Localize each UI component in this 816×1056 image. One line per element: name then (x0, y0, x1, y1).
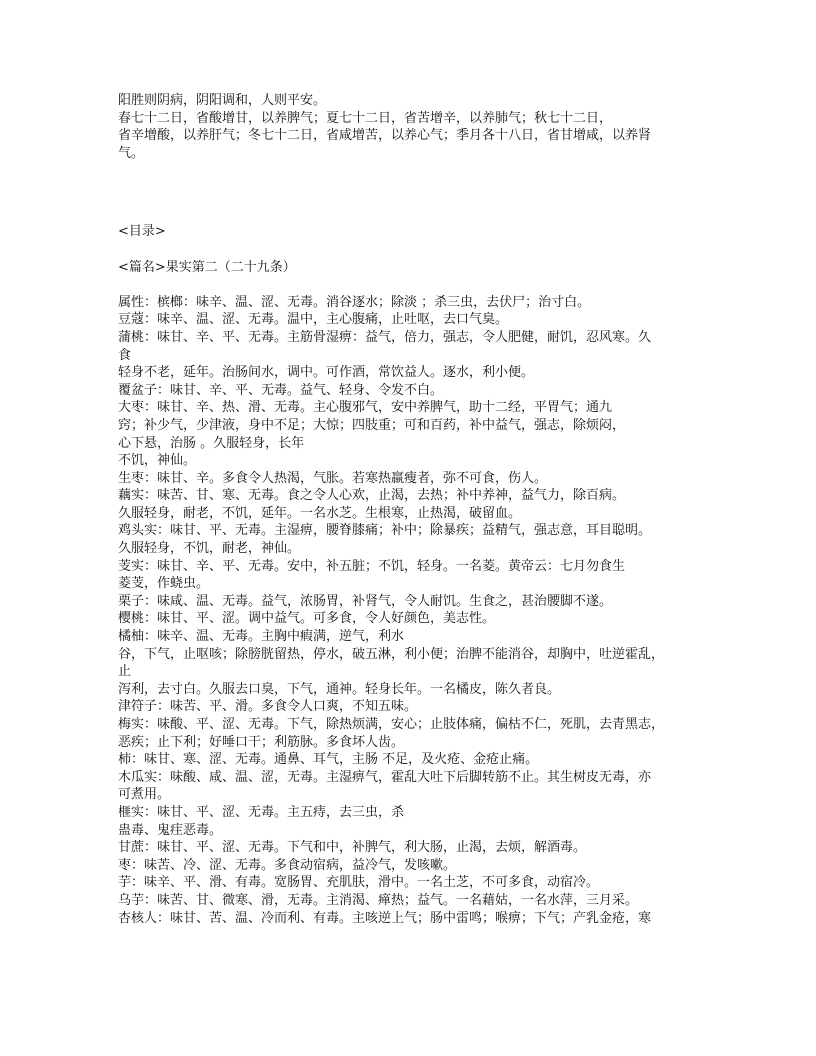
text-line: 榧实：味甘、平、涩、无毒。主五痔，去三虫，杀 (118, 804, 405, 820)
text-line: 属性：槟榔：味辛、温、涩、无毒。消谷逐水；除淡 ；杀三虫，去伏尸；治寸白。 (118, 294, 591, 310)
text-line: 鸡头实：味甘、平、无毒。主湿痹，腰脊膝痛；补中；除暴疾；益精气，强志意，耳目聪明。 (118, 523, 652, 539)
text-line: 豆蔻：味辛、温、涩、无毒。温中，主心腹痛，止吐呕，去口气臭。 (118, 312, 509, 328)
text-line: 蛊毒、鬼疰恶毒。 (118, 822, 223, 838)
text-line: 省辛增酸，以养肝气；冬七十二日，省咸增苦，以养心气；季月各十八日，省甘增咸，以养肾 (118, 128, 652, 144)
text-line: 木瓜实：味酸、咸、温、涩，无毒。主湿痹气，霍乱大吐下后脚转筋不止。其生树皮无毒，亦 (118, 769, 652, 785)
text-line: 芋：味辛、平、滑、有毒。宽肠胃、充肌肤，滑中。一名土芝，不可多食，动宿冷。 (118, 875, 600, 891)
text-line: 阳胜则阴病，阴阳调和，人则平安。 (118, 93, 327, 108)
text-line: 食 (118, 347, 132, 363)
text-line: 久服轻身，不饥，耐老，神仙。 (118, 541, 301, 557)
text-line: 蒲桃：味甘、辛、平、无毒。主筋骨湿痹：益气，倍力，强志，令人肥健，耐饥，忍风寒。久 (118, 329, 652, 345)
text-line: 梅实：味酸、平、涩、无毒。下气，除热烦满，安心；止肢体痛，偏枯不仁，死肌，去青黑志， (118, 717, 665, 732)
text-line: 谷，下气，止呕咳；除膀胱留热，停水，破五淋，利小便；治脾不能消谷，却胸中，吐逆霍乱， (118, 646, 665, 662)
chapter-title: <篇名>果实第二（二十九条） (118, 259, 296, 275)
text-line: 气。 (118, 145, 145, 161)
text-line: 菱芰，作蛲虫。 (118, 576, 210, 592)
text-line: 止 (118, 664, 132, 680)
text-line: 栗子：味咸、温、无毒。益气，浓肠胃，补肾气，令人耐饥。生食之，甚治腰脚不遂。 (118, 593, 613, 609)
text-line: 津符子：味苦、平、滑。多食令人口爽，不知五味。 (118, 699, 418, 715)
intro-paragraph (118, 92, 708, 162)
text-line: 藕实：味苦、甘、寒、无毒。食之令人心欢，止渴，去热；补中养神，益气力，除百病。 (118, 488, 626, 504)
toc-label: <目录> (118, 224, 166, 240)
text-line: 乌芋：味苦、甘、微寒、滑，无毒。主消渴、瘅热；益气。一名藉姑，一名水萍，三月采。 (118, 892, 639, 908)
body-text (118, 294, 708, 927)
text-line: 橘柚：味辛、温、无毒。主胸中瘕满，逆气，利水 (118, 629, 405, 645)
text-line: 大枣：味甘、辛、热、滑、无毒。主心腹邪气，安中养脾气，助十二经，平胃气；通九 (118, 400, 613, 416)
text-line: 杏核人：味甘、苦、温、冷而利、有毒。主咳逆上气；肠中雷鸣；喉痹；下气；产乳金疮，寒 (118, 910, 652, 926)
text-line: 柿：味甘、寒、涩、无毒。通鼻、耳气，主肠 不足，及火疮、金疮止痛。 (118, 752, 539, 768)
text-line: 泻利，去寸白。久服去口臭，下气，通神。轻身长年。一名橘皮，陈久者良。 (118, 681, 561, 697)
text-line: 轻身不老，延年。治肠间水，调中。可作酒，常饮益人。逐水，利小便。 (118, 365, 535, 381)
text-line: 甘蔗：味甘、平、涩、无毒。下气和中，补脾气，利大肠，止渴，去烦，解酒毒。 (118, 840, 587, 856)
text-line: 枣：味苦、冷、涩、无毒。多食动宿病，益冷气，发咳嗽。 (118, 857, 457, 873)
document-page (118, 92, 708, 927)
text-line: 生枣：味甘、辛。多食令人热渴，气胀。若寒热羸瘦者，弥不可食，伤人。 (118, 470, 548, 486)
text-line: 心下悬，治肠 。久服轻身，长年 (118, 435, 305, 451)
text-line: 樱桃：味甘、平、涩。调中益气。可多食，令人好颜色，美志性。 (118, 611, 496, 627)
text-line: 覆盆子：味甘、辛、平、无毒。益气、轻身、令发不白。 (118, 382, 444, 398)
text-line: 恶疾；止下利；好唾口干；利筋脉。多食坏人齿。 (118, 734, 405, 750)
text-line: 春七十二日，省酸增甘，以养脾气；夏七十二日，省苦增辛，以养肺气；秋七十二日， (118, 110, 613, 126)
text-line: 芰实：味甘、辛、平、无毒。安中，补五脏；不饥，轻身。一名菱。黄帝云：七月勿食生 (118, 558, 626, 574)
text-line: 窍；补少气，少津液，身中不足；大惊；四肢重；可和百药，补中益气，强志，除烦闷， (118, 417, 626, 433)
text-line: 可煮用。 (118, 787, 171, 803)
text-line: 久服轻身，耐老，不饥，延年。一名水芝。生根寒，止热渴，破留血。 (118, 505, 522, 521)
text-line: 不饥，神仙。 (118, 453, 197, 469)
